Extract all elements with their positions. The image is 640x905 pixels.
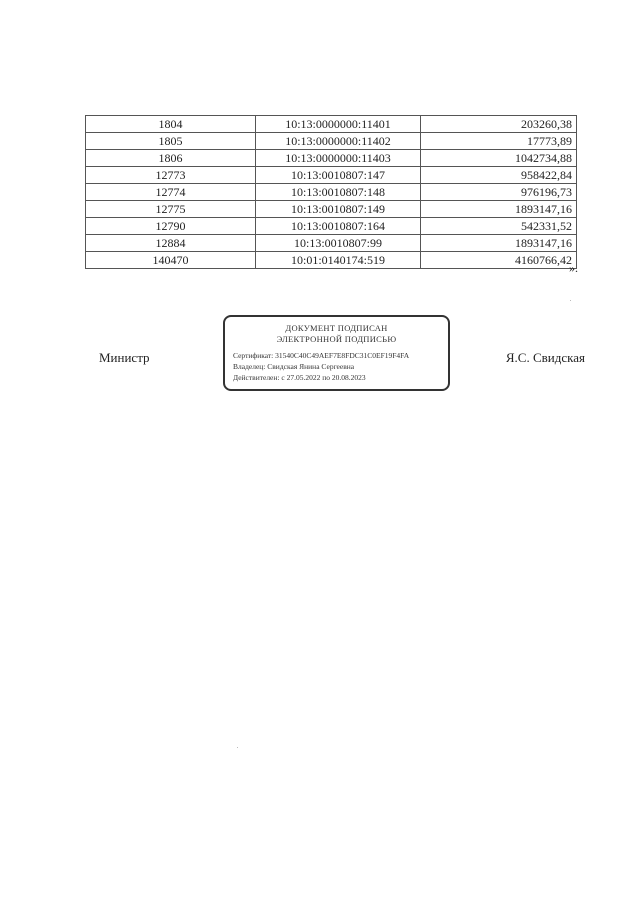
cadastral-number-cell: 10:13:0010807:147 xyxy=(256,167,421,184)
table-row xyxy=(86,218,577,235)
value-cell: 542331,52 xyxy=(421,218,577,235)
cadastral-number-cell: 10:13:0010807:149 xyxy=(256,201,421,218)
cadastral-table xyxy=(85,115,577,269)
closing-quote: ». xyxy=(569,261,578,275)
value-cell: 1893147,16 xyxy=(421,201,577,218)
row-number-cell: 140470 xyxy=(86,252,256,269)
cadastral-number-cell: 10:13:0010807:164 xyxy=(256,218,421,235)
row-number-cell: 1805 xyxy=(86,133,256,150)
scan-speck xyxy=(237,747,238,748)
stamp-owner: Владелец: Свидская Янина Сергеевна xyxy=(233,362,355,371)
row-number-cell: 12775 xyxy=(86,201,256,218)
value-cell: 4160766,42 xyxy=(421,252,577,269)
table-row xyxy=(86,116,577,133)
signer-position: Министр xyxy=(99,350,150,365)
stamp-title-line1: ДОКУМЕНТ ПОДПИСАН xyxy=(285,323,388,333)
table-row xyxy=(86,184,577,201)
electronic-signature-stamp xyxy=(223,315,450,391)
cadastral-number-cell: 10:13:0000000:11401 xyxy=(256,116,421,133)
row-number-cell: 12773 xyxy=(86,167,256,184)
table-row xyxy=(86,167,577,184)
row-number-cell: 1806 xyxy=(86,150,256,167)
table-row xyxy=(86,252,577,269)
stamp-certificate: Сертификат: 31540C40C49AEF7E8FDC31C0EF19F4FA xyxy=(233,351,410,360)
value-cell: 17773,89 xyxy=(421,133,577,150)
value-cell: 203260,38 xyxy=(421,116,577,133)
table-row xyxy=(86,235,577,252)
cadastral-number-cell: 10:13:0000000:11402 xyxy=(256,133,421,150)
table-row xyxy=(86,150,577,167)
cadastral-number-cell: 10:01:0140174:519 xyxy=(256,252,421,269)
cadastral-number-cell: 10:13:0010807:99 xyxy=(256,235,421,252)
value-cell: 976196,73 xyxy=(421,184,577,201)
table-row xyxy=(86,133,577,150)
value-cell: 1893147,16 xyxy=(421,235,577,252)
scan-speck xyxy=(570,300,571,301)
table-row xyxy=(86,201,577,218)
cadastral-number-cell: 10:13:0010807:148 xyxy=(256,184,421,201)
stamp-title-line2: ЭЛЕКТРОННОЙ ПОДПИСЬЮ xyxy=(276,334,397,344)
row-number-cell: 12774 xyxy=(86,184,256,201)
value-cell: 958422,84 xyxy=(421,167,577,184)
row-number-cell: 12884 xyxy=(86,235,256,252)
row-number-cell: 1804 xyxy=(86,116,256,133)
signer-name: Я.С. Свидская xyxy=(505,350,585,365)
value-cell: 1042734,88 xyxy=(421,150,577,167)
row-number-cell: 12790 xyxy=(86,218,256,235)
cadastral-number-cell: 10:13:0000000:11403 xyxy=(256,150,421,167)
stamp-validity: Действителен: с 27.05.2022 по 20.08.2023 xyxy=(233,373,366,382)
